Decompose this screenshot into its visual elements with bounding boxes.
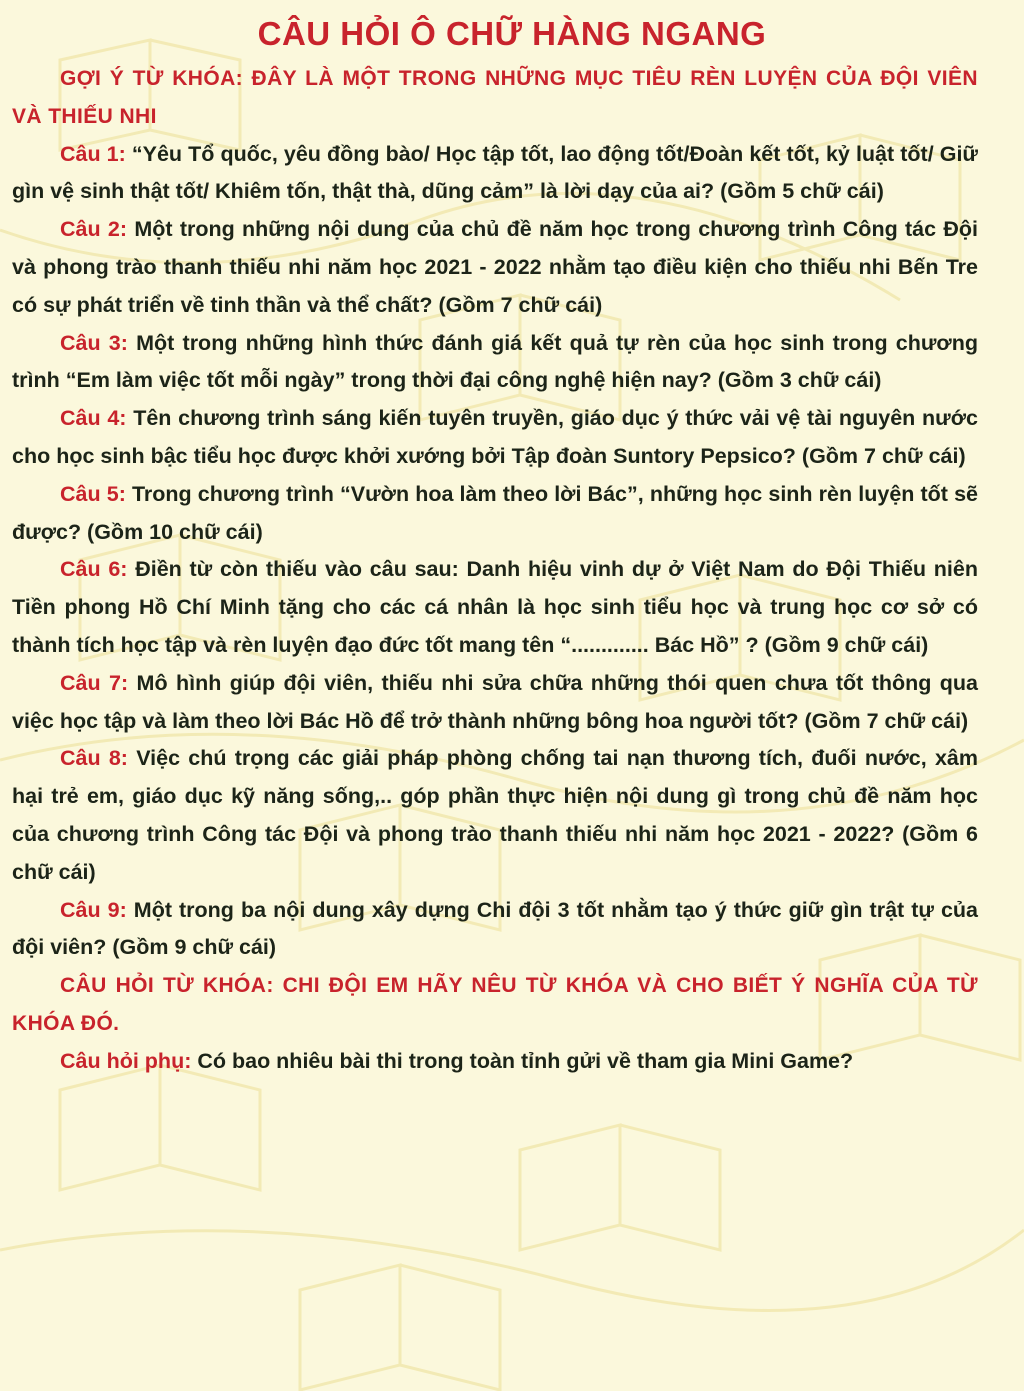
question-text: Một trong ba nội dung xây dựng Chi đội 3 tốt nhằm tạo ý thức giữ gìn trật tự của đội viên? (Gồm 9 chữ cái) xyxy=(12,897,978,960)
question-text: Có bao nhiêu bài thi trong toàn tỉnh gửi về tham gia Mini Game? xyxy=(191,1048,854,1073)
question-text: Một trong những hình thức đánh giá kết quả tự rèn của học sinh trong chương trình “Em làm việc tốt mỗi ngày” trong thời đại công nghệ hiện nay? (Gồm 3 chữ cái) xyxy=(12,330,978,393)
question-text: Điền từ còn thiếu vào câu sau: Danh hiệu vinh dự ở Việt Nam do Đội Thiếu niên Tiền phong Hồ Chí Minh tặng cho các cá nhân là học sinh tiểu học và trung học cơ sở có thành tích học tập và rèn luyện đạo đức tốt mang tên “............. Bác Hồ” ? (Gồm 9 chữ cái) xyxy=(12,557,978,657)
question-text: Mô hình giúp đội viên, thiếu nhi sửa chữa những thói quen chưa tốt thông qua việc học tập và làm theo lời Bác Hồ để trở thành những bông hoa người tốt? (Gồm 7 chữ cái) xyxy=(12,670,978,733)
question-label: Câu 7: xyxy=(60,670,129,695)
question-label: Câu hỏi phụ: xyxy=(60,1048,192,1073)
question-label: Câu 2: xyxy=(60,217,128,242)
question-text: “Yêu Tổ quốc, yêu đồng bào/ Học tập tốt, lao động tốt/Đoàn kết tốt, kỷ luật tốt/ Giữ gìn vệ sinh thật tốt/ Khiêm tốn, thật thà, dũng cảm” là lời dạy của ai? (Gồm 5 chữ cái) xyxy=(12,141,978,204)
question-7 xyxy=(12,665,978,741)
question-5 xyxy=(12,476,978,552)
question-8 xyxy=(12,740,978,891)
question-label: Câu 8: xyxy=(60,746,128,771)
question-2 xyxy=(12,211,978,324)
question-6 xyxy=(12,551,978,664)
question-text: Tên chương trình sáng kiến tuyên truyền, giáo dục ý thức vải vệ tài nguyên nước cho học sinh bậc tiểu học được khởi xướng bởi Tập đoàn Suntory Pepsico? (Gồm 7 chữ cái) xyxy=(12,406,978,468)
question-1 xyxy=(12,136,978,212)
question-label: Câu 1: xyxy=(60,141,126,166)
question-9 xyxy=(12,892,978,968)
page-title: CÂU HỎI Ô CHỮ HÀNG NGANG xyxy=(257,15,767,52)
question-label: Câu 4: xyxy=(60,406,127,431)
question-text: Một trong những nội dung của chủ đề năm học trong chương trình Công tác Đội và phong trào thanh thiếu nhi năm học 2021 - 2022 nhằm tạo điều kiện cho thiếu nhi Bến Tre có sự phát triển về tinh thần và thể chất? (Gồm 7 chữ cái) xyxy=(12,217,978,317)
question-label: Câu 5: xyxy=(60,481,126,506)
question-text: Việc chú trọng các giải pháp phòng chống tai nạn thương tích, đuối nước, xâm hại trẻ em, giáo dục kỹ năng sống,.. góp phần thực hiện nội dung gì trong chủ đề năm học của chương trình Công tác Đội và phong trào thanh thiếu nhi năm học 2021 - 2022? (Gồm 6 chữ cái) xyxy=(12,746,978,884)
question-4 xyxy=(12,400,978,476)
extra-question xyxy=(12,1043,978,1081)
keyword-hint: GỢI Ý TỪ KHÓA: ĐÂY LÀ MỘT TRONG NHỮNG MỤC TIÊU RÈN LUYỆN CỦA ĐỘI VIÊN VÀ THIẾU NHI xyxy=(12,67,978,128)
question-text: Trong chương trình “Vườn hoa làm theo lời Bác”, những học sinh rèn luyện tốt sẽ được? (Gồm 10 chữ cái) xyxy=(12,481,978,544)
question-label: Câu 9: xyxy=(60,897,127,922)
question-label: Câu 3: xyxy=(60,330,128,355)
question-3 xyxy=(12,325,978,401)
keyword-question: CÂU HỎI TỪ KHÓA: CHI ĐỘI EM HÃY NÊU TỪ KHÓA VÀ CHO BIẾT Ý NGHĨA CỦA TỪ KHÓA ĐÓ. xyxy=(12,974,978,1035)
question-label: Câu 6: xyxy=(60,557,128,582)
